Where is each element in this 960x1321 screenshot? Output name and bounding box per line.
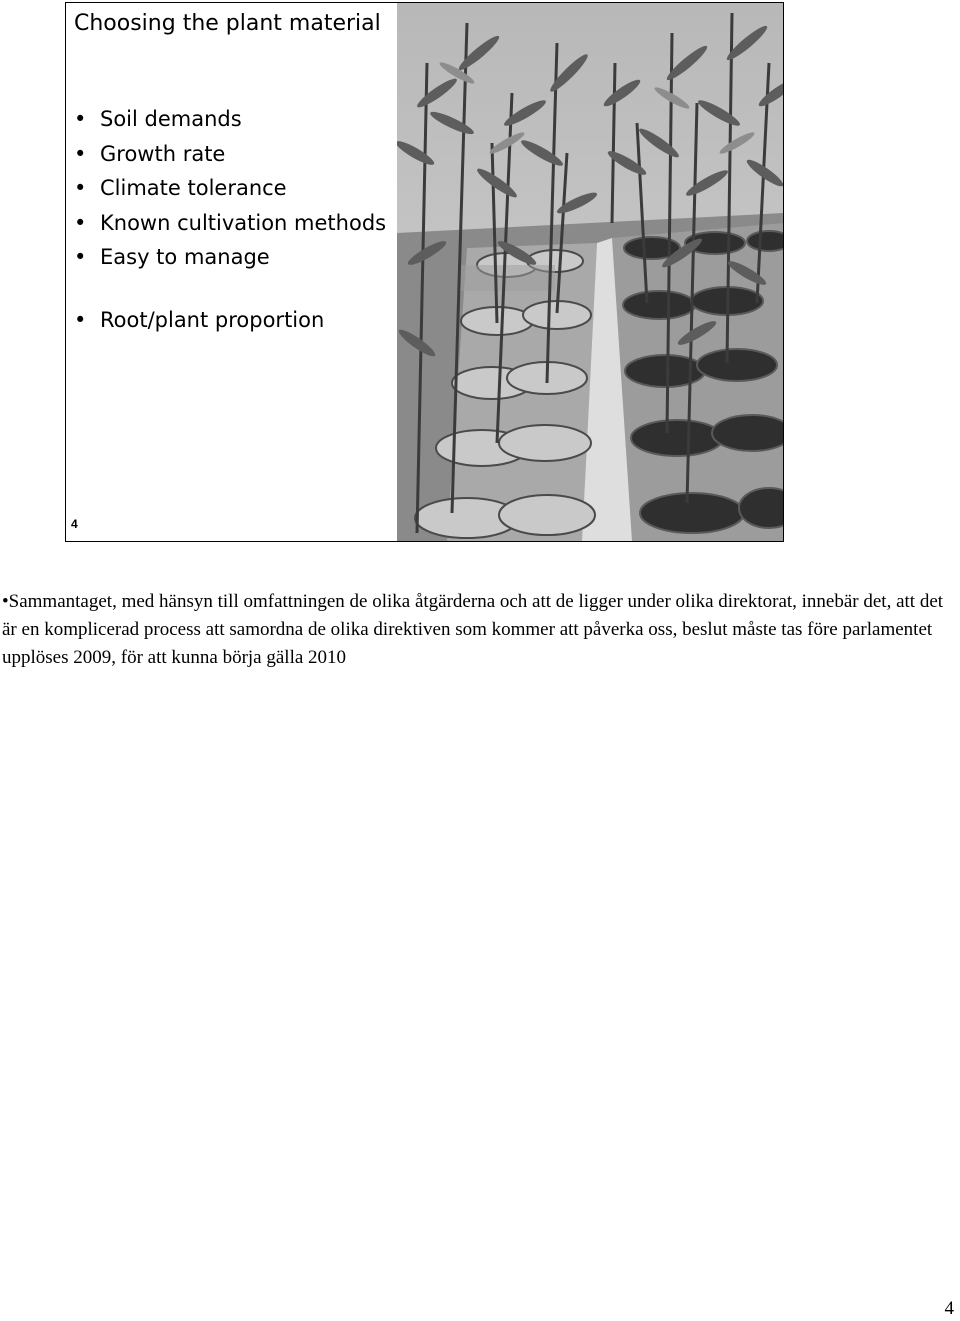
notes-text: Sammantaget, med hänsyn till omfattningen de olika åtgärderna och att de ligger under olika direktorat, innebär det, att det är en komplicerad process att samordna de olika direktiven som kommer att påverka oss, beslut måste tas före parlamentet upplöses 2009, för att kunna börja gälla 2010	[2, 591, 944, 668]
bullet-text: Root/plant proportion	[100, 307, 325, 332]
bullet-text: Climate tolerance	[100, 176, 287, 200]
plant-seedlings-photo	[397, 3, 784, 541]
bullet-item	[74, 140, 396, 169]
bullet-item	[74, 105, 396, 134]
bullet-list	[74, 105, 396, 340]
bullet-text: Easy to manage	[100, 245, 270, 269]
slide-frame	[65, 2, 784, 542]
bullet-item	[74, 306, 396, 335]
slide-number: 4	[71, 517, 78, 531]
bullet-text: Growth rate	[100, 141, 226, 166]
speaker-notes	[2, 588, 952, 671]
bullet-icon: •	[74, 210, 87, 235]
bullet-item	[74, 209, 396, 238]
bullet-item	[74, 174, 396, 203]
bullet-text: Soil demands	[100, 107, 242, 131]
bullet-text: Known cultivation methods	[100, 210, 387, 235]
page-number: 4	[944, 1298, 954, 1319]
notes-bullet-icon: •	[2, 591, 9, 612]
bullet-icon: •	[74, 107, 87, 131]
bullet-icon: •	[74, 245, 87, 269]
slide-title: Choosing the plant material	[74, 11, 381, 36]
bullet-icon: •	[74, 141, 87, 166]
bullet-icon: •	[74, 307, 87, 332]
bullet-item	[74, 243, 396, 272]
bullet-icon: •	[74, 176, 87, 200]
